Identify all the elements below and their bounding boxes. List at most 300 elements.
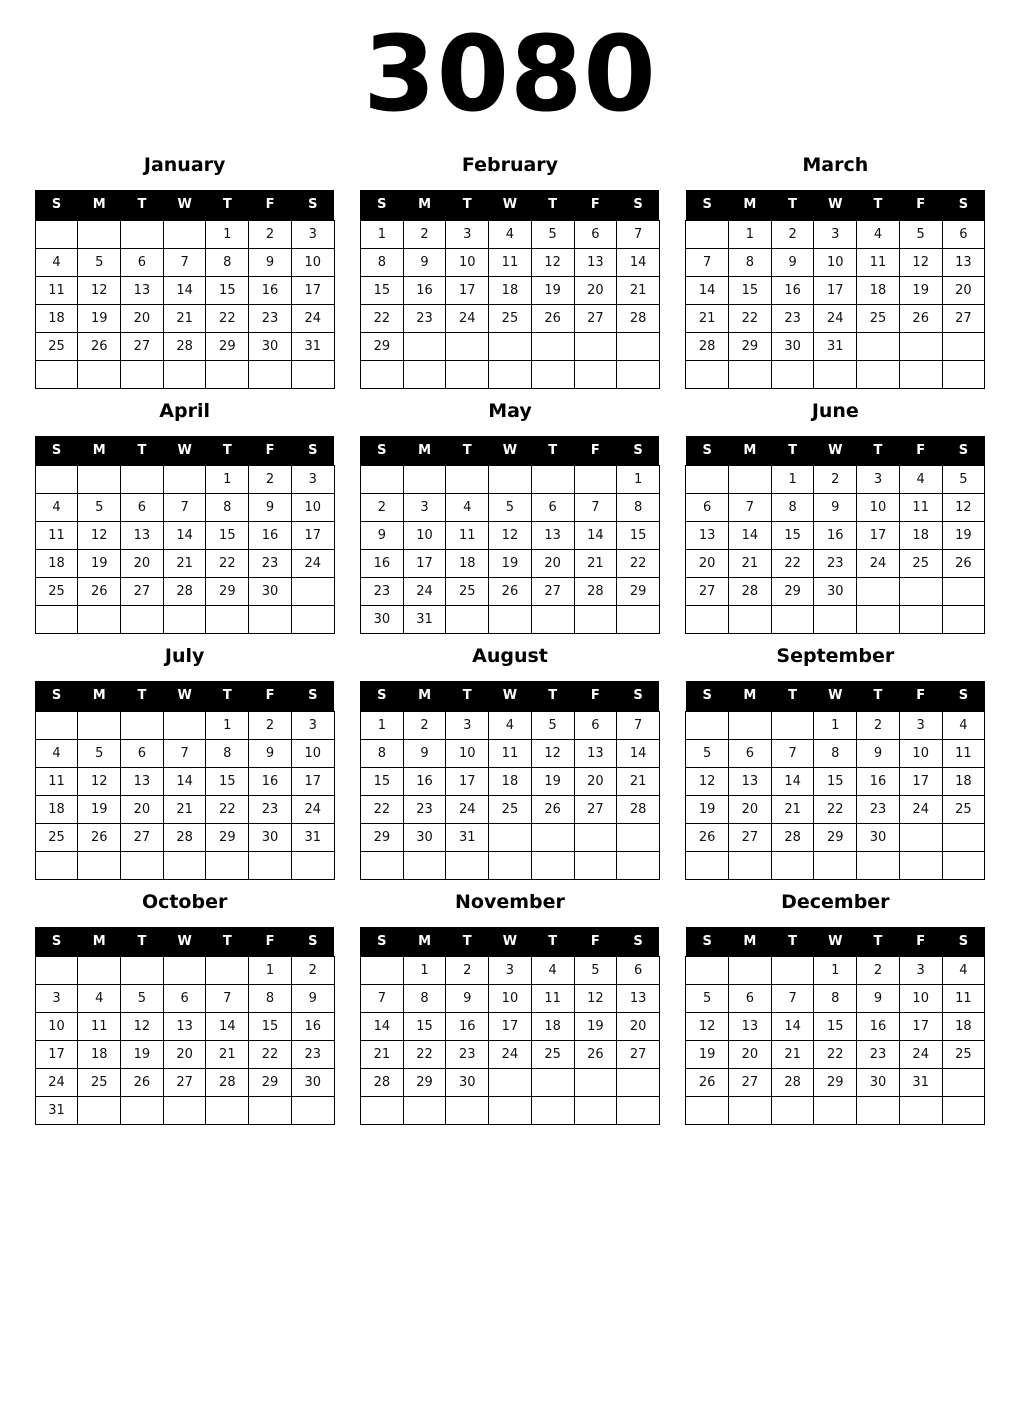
day-cell[interactable]: 2 [446, 957, 489, 985]
day-cell[interactable]: 25 [35, 823, 78, 851]
day-cell[interactable]: 21 [163, 304, 206, 332]
day-cell[interactable]: 20 [574, 276, 617, 304]
day-cell[interactable]: 5 [531, 711, 574, 739]
day-cell[interactable]: 13 [574, 739, 617, 767]
day-cell[interactable]: 19 [78, 795, 121, 823]
day-cell[interactable]: 15 [814, 1013, 857, 1041]
day-cell[interactable]: 5 [78, 248, 121, 276]
day-cell[interactable]: 16 [360, 550, 403, 578]
day-cell[interactable]: 17 [35, 1041, 78, 1069]
day-cell[interactable]: 7 [686, 248, 729, 276]
day-cell[interactable]: 29 [249, 1069, 292, 1097]
day-cell[interactable]: 28 [771, 823, 814, 851]
day-cell[interactable]: 24 [899, 1041, 942, 1069]
day-cell[interactable]: 21 [686, 304, 729, 332]
day-cell[interactable]: 17 [403, 550, 446, 578]
day-cell[interactable]: 8 [206, 248, 249, 276]
day-cell[interactable]: 18 [942, 1013, 985, 1041]
day-cell[interactable]: 18 [857, 276, 900, 304]
day-cell[interactable]: 5 [686, 985, 729, 1013]
day-cell[interactable]: 8 [249, 985, 292, 1013]
day-cell[interactable]: 13 [121, 276, 164, 304]
day-cell[interactable]: 1 [617, 466, 660, 494]
day-cell[interactable]: 10 [291, 494, 334, 522]
day-cell[interactable]: 26 [78, 823, 121, 851]
day-cell[interactable]: 24 [857, 550, 900, 578]
day-cell[interactable]: 24 [899, 795, 942, 823]
day-cell[interactable]: 15 [617, 522, 660, 550]
day-cell[interactable]: 10 [899, 739, 942, 767]
day-cell[interactable]: 5 [574, 957, 617, 985]
day-cell[interactable]: 6 [617, 957, 660, 985]
day-cell[interactable]: 15 [249, 1013, 292, 1041]
day-cell[interactable]: 18 [531, 1013, 574, 1041]
day-cell[interactable]: 11 [35, 767, 78, 795]
day-cell[interactable]: 28 [163, 332, 206, 360]
day-cell[interactable]: 30 [771, 332, 814, 360]
day-cell[interactable]: 25 [78, 1069, 121, 1097]
day-cell[interactable]: 7 [574, 494, 617, 522]
day-cell[interactable]: 30 [446, 1069, 489, 1097]
day-cell[interactable]: 5 [121, 985, 164, 1013]
day-cell[interactable]: 6 [729, 739, 772, 767]
day-cell[interactable]: 30 [814, 578, 857, 606]
day-cell[interactable]: 18 [489, 767, 532, 795]
day-cell[interactable]: 31 [35, 1097, 78, 1125]
day-cell[interactable]: 14 [771, 767, 814, 795]
day-cell[interactable]: 16 [857, 767, 900, 795]
day-cell[interactable]: 2 [291, 957, 334, 985]
day-cell[interactable]: 19 [489, 550, 532, 578]
day-cell[interactable]: 5 [78, 494, 121, 522]
day-cell[interactable]: 14 [163, 276, 206, 304]
day-cell[interactable]: 7 [360, 985, 403, 1013]
day-cell[interactable]: 31 [291, 332, 334, 360]
day-cell[interactable]: 1 [729, 220, 772, 248]
day-cell[interactable]: 6 [531, 494, 574, 522]
day-cell[interactable]: 1 [206, 220, 249, 248]
day-cell[interactable]: 14 [771, 1013, 814, 1041]
day-cell[interactable]: 22 [360, 304, 403, 332]
day-cell[interactable]: 20 [121, 304, 164, 332]
day-cell[interactable]: 17 [899, 1013, 942, 1041]
day-cell[interactable]: 19 [686, 795, 729, 823]
day-cell[interactable]: 26 [574, 1041, 617, 1069]
day-cell[interactable]: 29 [403, 1069, 446, 1097]
day-cell[interactable]: 20 [686, 550, 729, 578]
day-cell[interactable]: 23 [446, 1041, 489, 1069]
day-cell[interactable]: 9 [403, 739, 446, 767]
day-cell[interactable]: 30 [403, 823, 446, 851]
day-cell[interactable]: 3 [814, 220, 857, 248]
day-cell[interactable]: 14 [163, 522, 206, 550]
day-cell[interactable]: 25 [531, 1041, 574, 1069]
day-cell[interactable]: 14 [574, 522, 617, 550]
day-cell[interactable]: 11 [899, 494, 942, 522]
day-cell[interactable]: 22 [360, 795, 403, 823]
day-cell[interactable]: 7 [617, 220, 660, 248]
day-cell[interactable]: 27 [531, 578, 574, 606]
day-cell[interactable]: 10 [489, 985, 532, 1013]
day-cell[interactable]: 11 [942, 739, 985, 767]
day-cell[interactable]: 16 [291, 1013, 334, 1041]
day-cell[interactable]: 8 [360, 739, 403, 767]
day-cell[interactable]: 27 [729, 823, 772, 851]
day-cell[interactable]: 24 [489, 1041, 532, 1069]
day-cell[interactable]: 20 [617, 1013, 660, 1041]
day-cell[interactable]: 26 [78, 578, 121, 606]
day-cell[interactable]: 12 [686, 767, 729, 795]
day-cell[interactable]: 17 [291, 767, 334, 795]
day-cell[interactable]: 23 [291, 1041, 334, 1069]
day-cell[interactable]: 13 [121, 522, 164, 550]
day-cell[interactable]: 13 [942, 248, 985, 276]
day-cell[interactable]: 29 [814, 823, 857, 851]
day-cell[interactable]: 26 [531, 304, 574, 332]
day-cell[interactable]: 11 [531, 985, 574, 1013]
day-cell[interactable]: 5 [942, 466, 985, 494]
day-cell[interactable]: 1 [403, 957, 446, 985]
day-cell[interactable]: 20 [942, 276, 985, 304]
day-cell[interactable]: 18 [35, 550, 78, 578]
day-cell[interactable]: 6 [686, 494, 729, 522]
day-cell[interactable]: 2 [249, 466, 292, 494]
day-cell[interactable]: 6 [121, 739, 164, 767]
day-cell[interactable]: 21 [771, 795, 814, 823]
day-cell[interactable]: 1 [771, 466, 814, 494]
day-cell[interactable]: 3 [291, 711, 334, 739]
day-cell[interactable]: 4 [942, 957, 985, 985]
day-cell[interactable]: 10 [35, 1013, 78, 1041]
day-cell[interactable]: 21 [617, 276, 660, 304]
day-cell[interactable]: 22 [771, 550, 814, 578]
day-cell[interactable]: 7 [163, 739, 206, 767]
day-cell[interactable]: 18 [489, 276, 532, 304]
day-cell[interactable]: 9 [814, 494, 857, 522]
day-cell[interactable]: 26 [78, 332, 121, 360]
day-cell[interactable]: 3 [446, 711, 489, 739]
day-cell[interactable]: 17 [489, 1013, 532, 1041]
day-cell[interactable]: 1 [360, 220, 403, 248]
day-cell[interactable]: 18 [78, 1041, 121, 1069]
day-cell[interactable]: 23 [249, 304, 292, 332]
day-cell[interactable]: 10 [291, 739, 334, 767]
day-cell[interactable]: 12 [489, 522, 532, 550]
day-cell[interactable]: 17 [899, 767, 942, 795]
day-cell[interactable]: 9 [249, 248, 292, 276]
day-cell[interactable]: 14 [163, 767, 206, 795]
day-cell[interactable]: 24 [446, 795, 489, 823]
day-cell[interactable]: 24 [291, 795, 334, 823]
day-cell[interactable]: 15 [360, 276, 403, 304]
day-cell[interactable]: 28 [771, 1069, 814, 1097]
day-cell[interactable]: 20 [531, 550, 574, 578]
day-cell[interactable]: 31 [446, 823, 489, 851]
day-cell[interactable]: 15 [403, 1013, 446, 1041]
day-cell[interactable]: 18 [35, 304, 78, 332]
day-cell[interactable]: 24 [291, 304, 334, 332]
day-cell[interactable]: 7 [206, 985, 249, 1013]
day-cell[interactable]: 29 [771, 578, 814, 606]
day-cell[interactable]: 19 [686, 1041, 729, 1069]
day-cell[interactable]: 30 [857, 1069, 900, 1097]
day-cell[interactable]: 20 [729, 1041, 772, 1069]
day-cell[interactable]: 3 [291, 466, 334, 494]
day-cell[interactable]: 9 [249, 739, 292, 767]
day-cell[interactable]: 9 [857, 739, 900, 767]
day-cell[interactable]: 1 [814, 711, 857, 739]
day-cell[interactable]: 11 [35, 276, 78, 304]
day-cell[interactable]: 11 [942, 985, 985, 1013]
day-cell[interactable]: 28 [360, 1069, 403, 1097]
day-cell[interactable]: 23 [360, 578, 403, 606]
day-cell[interactable]: 20 [121, 550, 164, 578]
day-cell[interactable]: 10 [899, 985, 942, 1013]
day-cell[interactable]: 30 [360, 606, 403, 634]
day-cell[interactable]: 21 [360, 1041, 403, 1069]
day-cell[interactable]: 23 [771, 304, 814, 332]
day-cell[interactable]: 1 [814, 957, 857, 985]
day-cell[interactable]: 8 [617, 494, 660, 522]
day-cell[interactable]: 12 [574, 985, 617, 1013]
day-cell[interactable]: 29 [206, 578, 249, 606]
day-cell[interactable]: 29 [814, 1069, 857, 1097]
day-cell[interactable]: 9 [403, 248, 446, 276]
day-cell[interactable]: 21 [206, 1041, 249, 1069]
day-cell[interactable]: 12 [531, 248, 574, 276]
day-cell[interactable]: 25 [857, 304, 900, 332]
day-cell[interactable]: 21 [163, 550, 206, 578]
day-cell[interactable]: 27 [121, 332, 164, 360]
day-cell[interactable]: 6 [942, 220, 985, 248]
day-cell[interactable]: 26 [121, 1069, 164, 1097]
day-cell[interactable]: 16 [249, 522, 292, 550]
day-cell[interactable]: 30 [249, 332, 292, 360]
day-cell[interactable]: 2 [403, 711, 446, 739]
day-cell[interactable]: 6 [574, 711, 617, 739]
day-cell[interactable]: 7 [163, 248, 206, 276]
day-cell[interactable]: 1 [206, 711, 249, 739]
day-cell[interactable]: 14 [686, 276, 729, 304]
day-cell[interactable]: 12 [78, 767, 121, 795]
day-cell[interactable]: 16 [249, 276, 292, 304]
day-cell[interactable]: 25 [942, 1041, 985, 1069]
day-cell[interactable]: 4 [35, 739, 78, 767]
day-cell[interactable]: 7 [163, 494, 206, 522]
day-cell[interactable]: 7 [771, 985, 814, 1013]
day-cell[interactable]: 5 [78, 739, 121, 767]
day-cell[interactable]: 21 [771, 1041, 814, 1069]
day-cell[interactable]: 4 [35, 494, 78, 522]
day-cell[interactable]: 3 [857, 466, 900, 494]
day-cell[interactable]: 12 [78, 276, 121, 304]
day-cell[interactable]: 28 [686, 332, 729, 360]
day-cell[interactable]: 27 [729, 1069, 772, 1097]
day-cell[interactable]: 3 [403, 494, 446, 522]
day-cell[interactable]: 28 [163, 578, 206, 606]
day-cell[interactable]: 2 [814, 466, 857, 494]
day-cell[interactable]: 16 [771, 276, 814, 304]
day-cell[interactable]: 26 [686, 1069, 729, 1097]
day-cell[interactable]: 31 [814, 332, 857, 360]
day-cell[interactable]: 12 [121, 1013, 164, 1041]
day-cell[interactable]: 3 [291, 220, 334, 248]
day-cell[interactable]: 5 [686, 739, 729, 767]
day-cell[interactable]: 29 [206, 332, 249, 360]
day-cell[interactable]: 22 [403, 1041, 446, 1069]
day-cell[interactable]: 26 [942, 550, 985, 578]
day-cell[interactable]: 26 [489, 578, 532, 606]
day-cell[interactable]: 11 [857, 248, 900, 276]
day-cell[interactable]: 24 [446, 304, 489, 332]
day-cell[interactable]: 26 [531, 795, 574, 823]
day-cell[interactable]: 14 [206, 1013, 249, 1041]
day-cell[interactable]: 25 [35, 578, 78, 606]
day-cell[interactable]: 4 [857, 220, 900, 248]
day-cell[interactable]: 15 [771, 522, 814, 550]
day-cell[interactable]: 13 [531, 522, 574, 550]
day-cell[interactable]: 22 [249, 1041, 292, 1069]
day-cell[interactable]: 21 [729, 550, 772, 578]
day-cell[interactable]: 2 [249, 220, 292, 248]
day-cell[interactable]: 23 [403, 795, 446, 823]
day-cell[interactable]: 8 [814, 985, 857, 1013]
day-cell[interactable]: 9 [857, 985, 900, 1013]
day-cell[interactable]: 22 [617, 550, 660, 578]
day-cell[interactable]: 3 [899, 711, 942, 739]
day-cell[interactable]: 3 [899, 957, 942, 985]
day-cell[interactable]: 22 [814, 795, 857, 823]
day-cell[interactable]: 29 [617, 578, 660, 606]
day-cell[interactable]: 27 [574, 795, 617, 823]
day-cell[interactable]: 16 [814, 522, 857, 550]
day-cell[interactable]: 23 [249, 795, 292, 823]
day-cell[interactable]: 20 [121, 795, 164, 823]
day-cell[interactable]: 8 [360, 248, 403, 276]
day-cell[interactable]: 6 [121, 494, 164, 522]
day-cell[interactable]: 16 [249, 767, 292, 795]
day-cell[interactable]: 17 [814, 276, 857, 304]
day-cell[interactable]: 12 [942, 494, 985, 522]
day-cell[interactable]: 11 [489, 248, 532, 276]
day-cell[interactable]: 5 [899, 220, 942, 248]
day-cell[interactable]: 27 [163, 1069, 206, 1097]
day-cell[interactable]: 28 [163, 823, 206, 851]
day-cell[interactable]: 26 [686, 823, 729, 851]
day-cell[interactable]: 12 [899, 248, 942, 276]
day-cell[interactable]: 4 [899, 466, 942, 494]
day-cell[interactable]: 23 [814, 550, 857, 578]
day-cell[interactable]: 10 [291, 248, 334, 276]
day-cell[interactable]: 27 [617, 1041, 660, 1069]
day-cell[interactable]: 9 [771, 248, 814, 276]
day-cell[interactable]: 16 [403, 276, 446, 304]
day-cell[interactable]: 23 [857, 795, 900, 823]
day-cell[interactable]: 19 [121, 1041, 164, 1069]
day-cell[interactable]: 13 [729, 1013, 772, 1041]
day-cell[interactable]: 27 [942, 304, 985, 332]
day-cell[interactable]: 14 [617, 248, 660, 276]
day-cell[interactable]: 21 [574, 550, 617, 578]
day-cell[interactable]: 8 [403, 985, 446, 1013]
day-cell[interactable]: 21 [163, 795, 206, 823]
day-cell[interactable]: 22 [206, 304, 249, 332]
day-cell[interactable]: 12 [686, 1013, 729, 1041]
day-cell[interactable]: 2 [360, 494, 403, 522]
day-cell[interactable]: 27 [574, 304, 617, 332]
day-cell[interactable]: 24 [403, 578, 446, 606]
day-cell[interactable]: 22 [206, 795, 249, 823]
day-cell[interactable]: 15 [206, 767, 249, 795]
day-cell[interactable]: 6 [729, 985, 772, 1013]
day-cell[interactable]: 11 [78, 1013, 121, 1041]
day-cell[interactable]: 3 [489, 957, 532, 985]
day-cell[interactable]: 5 [489, 494, 532, 522]
day-cell[interactable]: 19 [78, 550, 121, 578]
day-cell[interactable]: 23 [249, 550, 292, 578]
day-cell[interactable]: 2 [403, 220, 446, 248]
day-cell[interactable]: 28 [206, 1069, 249, 1097]
day-cell[interactable]: 4 [35, 248, 78, 276]
day-cell[interactable]: 18 [446, 550, 489, 578]
day-cell[interactable]: 8 [206, 739, 249, 767]
day-cell[interactable]: 13 [121, 767, 164, 795]
day-cell[interactable]: 4 [489, 711, 532, 739]
day-cell[interactable]: 17 [291, 276, 334, 304]
day-cell[interactable]: 31 [403, 606, 446, 634]
day-cell[interactable]: 10 [403, 522, 446, 550]
day-cell[interactable]: 25 [446, 578, 489, 606]
day-cell[interactable]: 29 [360, 823, 403, 851]
day-cell[interactable]: 8 [729, 248, 772, 276]
day-cell[interactable]: 27 [121, 823, 164, 851]
day-cell[interactable]: 13 [686, 522, 729, 550]
day-cell[interactable]: 13 [574, 248, 617, 276]
day-cell[interactable]: 28 [617, 795, 660, 823]
day-cell[interactable]: 10 [857, 494, 900, 522]
day-cell[interactable]: 6 [574, 220, 617, 248]
day-cell[interactable]: 19 [574, 1013, 617, 1041]
day-cell[interactable]: 19 [531, 276, 574, 304]
day-cell[interactable]: 2 [771, 220, 814, 248]
day-cell[interactable]: 22 [729, 304, 772, 332]
day-cell[interactable]: 19 [78, 304, 121, 332]
day-cell[interactable]: 14 [617, 739, 660, 767]
day-cell[interactable]: 18 [899, 522, 942, 550]
day-cell[interactable]: 15 [360, 767, 403, 795]
day-cell[interactable]: 13 [617, 985, 660, 1013]
day-cell[interactable]: 11 [446, 522, 489, 550]
day-cell[interactable]: 23 [403, 304, 446, 332]
day-cell[interactable]: 12 [78, 522, 121, 550]
day-cell[interactable]: 2 [857, 711, 900, 739]
day-cell[interactable]: 19 [942, 522, 985, 550]
day-cell[interactable]: 8 [814, 739, 857, 767]
day-cell[interactable]: 8 [206, 494, 249, 522]
day-cell[interactable]: 9 [360, 522, 403, 550]
day-cell[interactable]: 24 [291, 550, 334, 578]
day-cell[interactable]: 26 [899, 304, 942, 332]
day-cell[interactable]: 22 [206, 550, 249, 578]
day-cell[interactable]: 11 [489, 739, 532, 767]
day-cell[interactable]: 9 [249, 494, 292, 522]
day-cell[interactable]: 29 [729, 332, 772, 360]
day-cell[interactable]: 23 [857, 1041, 900, 1069]
day-cell[interactable]: 18 [942, 767, 985, 795]
day-cell[interactable]: 4 [531, 957, 574, 985]
day-cell[interactable]: 14 [729, 522, 772, 550]
day-cell[interactable]: 25 [35, 332, 78, 360]
